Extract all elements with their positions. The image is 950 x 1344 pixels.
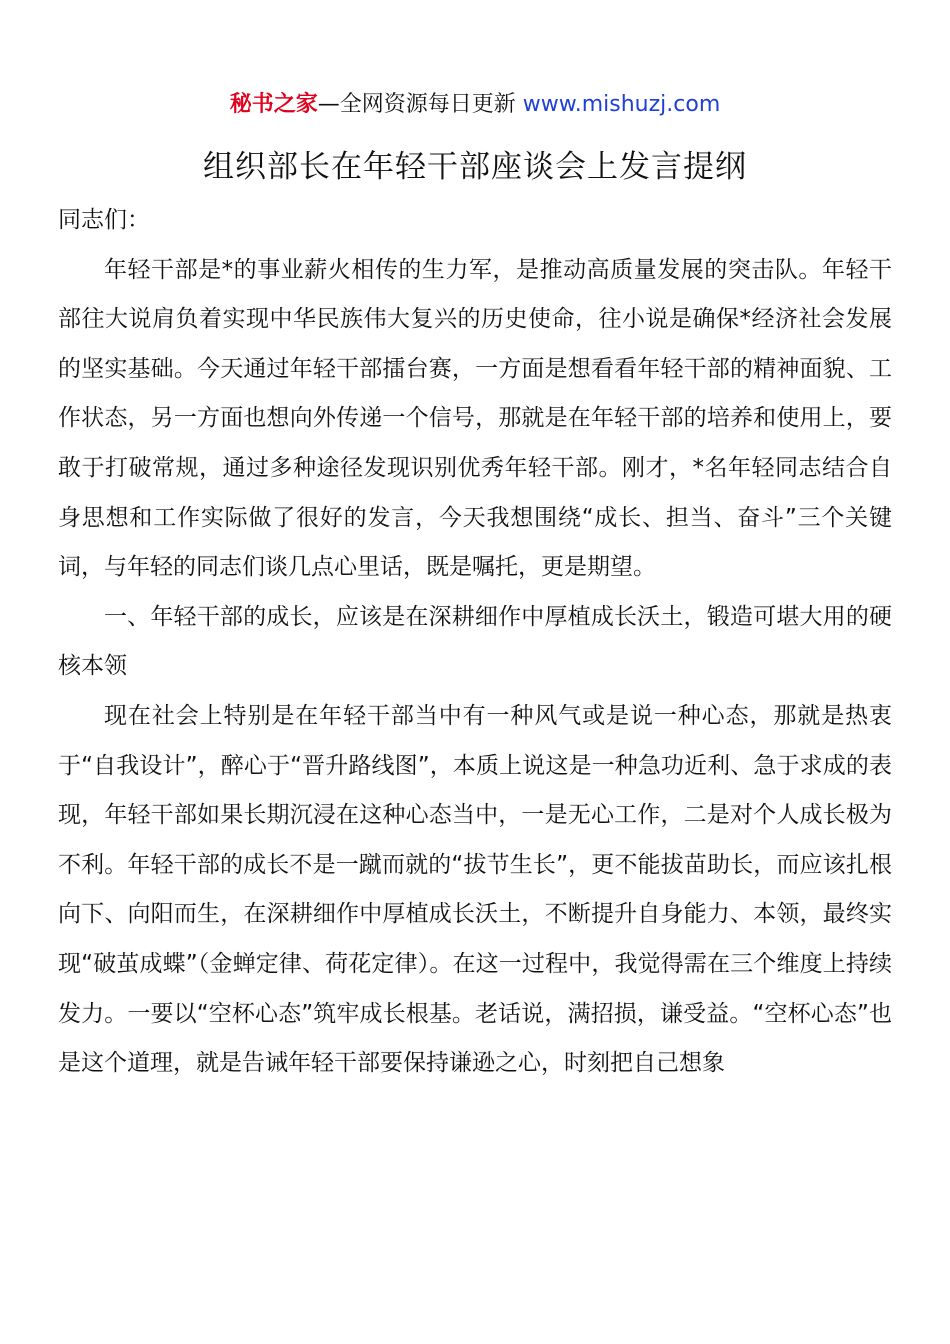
salutation: 同志们： xyxy=(58,207,150,233)
header-tagline: —全网资源每日更新 xyxy=(317,92,523,117)
brand-name: 秘书之家 xyxy=(229,92,318,117)
document-body xyxy=(58,196,892,1089)
body-paragraph: 现在社会上特别是在年轻干部当中有一种风气或是说一种心态，那就是热衷于“自我设计”，醉心于“晋升路线图”，本质上说这是一种急功近利、急于求成的表现，年轻干部如果长期沉浸在这种心态当中，一是无心工作，二是对个人成长极为不利。年轻干部的成长不是一蹴而就的“拔节生长”，更不能拔苗助长，而应该扎根向下、向阳而生，在深耕细作中厚植成长沃土，不断提升自身能力、本领，最终实现“破茧成蝶”（金蝉定律、荷花定律）。在这一过程中，我觉得需在三个维度上持续发力。一要以“空杯心态”筑牢成长根基。老话说，满招损，谦受益。“空杯心态”也是这个道理，就是告诫年轻干部要保持谦逊之心，时刻把自己想象 xyxy=(58,702,892,1077)
site-url-link[interactable]: www.mishuzj.com xyxy=(522,92,721,117)
section-heading: 一、年轻干部的成长，应该是在深耕细作中厚植成长沃土，锻造可堪大用的硬核本领 xyxy=(58,603,892,680)
site-header xyxy=(0,88,950,122)
document-title: 组织部长在年轻干部座谈会上发言提纲 xyxy=(203,149,747,185)
body-paragraph: 年轻干部是*的事业薪火相传的生力军，是推动高质量发展的突击队。年轻干部往大说肩负着实现中华民族伟大复兴的历史使命，往小说是确保*经济社会发展的坚实基础。今天通过年轻干部擂台赛，一方面是想看看年轻干部的精神面貌、工作状态，另一方面也想向外传递一个信号，那就是在年轻干部的培养和使用上，要敢于打破常规，通过多种途径发现识别优秀年轻干部。刚才，*名年轻同志结合自身思想和工作实际做了很好的发言，今天我想围绕“成长、担当、奋斗”三个关键词，与年轻的同志们谈几点心里话，既是嘱托，更是期望。 xyxy=(58,256,892,581)
